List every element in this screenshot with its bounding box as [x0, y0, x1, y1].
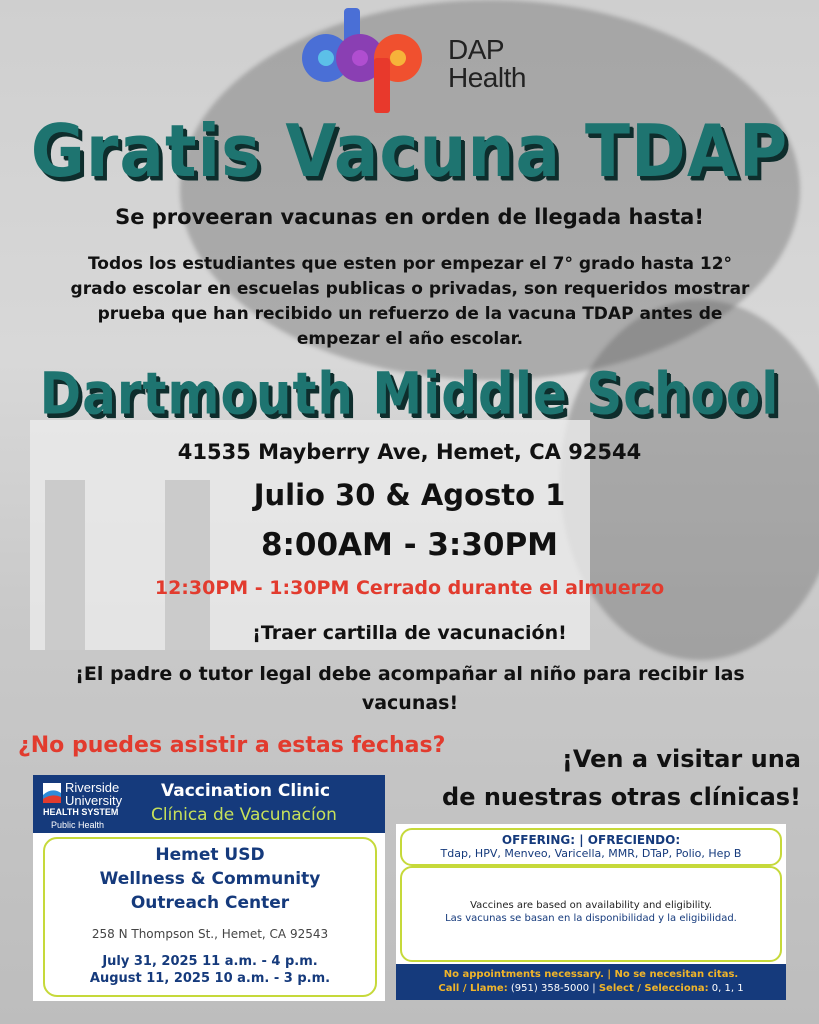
clinic-name-3: Outreach Center — [130, 893, 290, 913]
dap-logo-mark — [294, 8, 444, 113]
call-value: (951) 358-5000 | — [510, 983, 596, 994]
org-name-1: Riverside — [65, 780, 120, 795]
clinic-card-right — [396, 824, 786, 1000]
logo-name-line2: Health — [448, 62, 526, 93]
logo-text — [448, 36, 526, 92]
eligibility-box — [400, 866, 782, 962]
subtitle: Se proveeran vacunas en orden de llegada hasta! — [115, 205, 704, 229]
offered-vaccines: Tdap, HPV, Menveo, Varicella, MMR, DTaP, Polio, Hep B — [440, 847, 742, 860]
clinic-card-header — [33, 775, 385, 833]
lunch-closure: 12:30PM - 1:30PM Cerrado durante el almuerzo — [154, 577, 665, 599]
guardian-note: ¡El padre o tutor legal debe acompañar al niño para recibir las vacunas! — [75, 663, 745, 714]
visit-line2: de nuestras otras clínicas! — [442, 783, 801, 811]
event-dates: Julio 30 & Agosto 1 — [253, 478, 566, 512]
clinic-details-box — [43, 837, 377, 997]
cant-attend-heading: ¿No puedes asistir a estas fechas? — [18, 733, 446, 758]
clinic-address: 258 N Thompson St., Hemet, CA 92543 — [91, 927, 329, 941]
visit-clinics-heading — [421, 740, 801, 816]
org-name-2: University — [65, 793, 123, 808]
clinic-card-left — [33, 775, 385, 1001]
eligibility-note-es: Las vacunas se basan en la disponibilidad y la eligibilidad. — [445, 913, 737, 924]
dap-health-logo — [294, 8, 524, 113]
clinic-date-2: August 11, 2025 10 a.m. - 3 p.m. — [89, 971, 331, 986]
org-name-3: HEALTH SYSTEM — [43, 807, 119, 817]
logo-name-line1: DAP — [448, 34, 505, 65]
contact-footer — [396, 964, 786, 1000]
clinic-name-2: Wellness & Community — [99, 869, 321, 889]
select-value: 0, 1, 1 — [711, 983, 744, 994]
clinic-title-es: Clínica de Vacunacíon — [151, 805, 337, 825]
offering-box — [400, 828, 782, 866]
visit-line1: ¡Ven a visitar una — [561, 745, 801, 773]
requirements-paragraph: Todos los estudiantes que esten por empezar el 7° grado hasta 12° grado escolar en escuelas publicas o privadas, son requeridos mostrar prueba que han recibido un refuerzo de la vacuna TDAP antes de empezar el año escolar. — [70, 254, 750, 349]
riverside-mark-icon — [43, 783, 61, 803]
offering-label: OFFERING: | OFRECIENDO: — [501, 833, 681, 847]
select-label: Select / Selecciona: — [598, 983, 709, 994]
riverside-logo — [43, 781, 163, 832]
school-address: 41535 Mayberry Ave, Hemet, CA 92544 — [177, 440, 642, 464]
call-label: Call / Llame: — [438, 983, 508, 994]
event-time: 8:00AM - 3:30PM — [260, 527, 559, 563]
contact-line — [396, 983, 786, 994]
clinic-title-en: Vaccination Clinic — [161, 781, 331, 801]
school-name: Dartmouth Middle School — [39, 360, 780, 428]
eligibility-note-en: Vaccines are based on availability and eligibility. — [470, 900, 712, 911]
appointments-note: No appointments necessary. | No se necesitan citas. — [443, 969, 739, 980]
org-name-4: Public Health — [51, 820, 105, 830]
main-title: Gratis Vacuna TDAP — [30, 109, 789, 194]
clinic-date-1: July 31, 2025 11 a.m. - 4 p.m. — [102, 954, 318, 969]
clinic-name-1: Hemet USD — [155, 845, 265, 865]
bring-card-note: ¡Traer cartilla de vacunación! — [252, 622, 567, 644]
